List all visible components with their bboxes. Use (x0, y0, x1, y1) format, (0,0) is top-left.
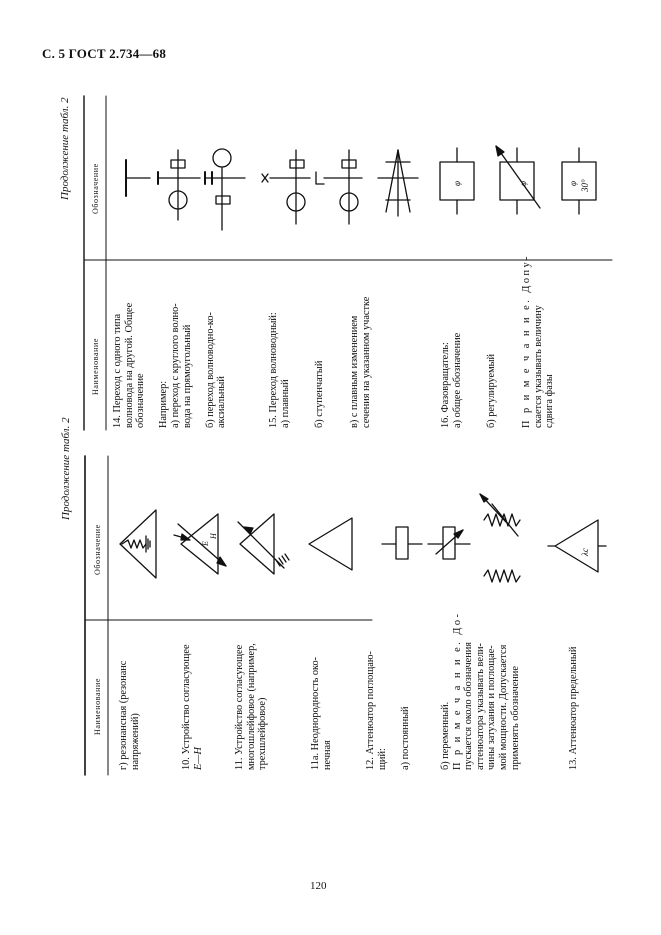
line: 13. Аттенюатор предельный (568, 646, 579, 770)
symbol-transition-stepped (316, 150, 362, 224)
line: Например: (158, 380, 170, 428)
left-row-resonant (118, 625, 141, 770)
line: 10. Устройство согласующее (181, 644, 192, 770)
eh-label-h: H (209, 533, 218, 539)
symbol-transition-smooth (262, 150, 310, 224)
line: 11а. Неоднородность око- (310, 656, 321, 770)
line: а) переход с круглого волно- (169, 303, 181, 428)
symbol-transition-general (126, 160, 150, 196)
line: сечения на указанном участке (360, 296, 372, 428)
line: вода на прямоугольный (181, 324, 193, 428)
line: пускается около обозначения (463, 641, 475, 770)
line: щий: (376, 748, 388, 770)
left-row-eh (181, 625, 204, 770)
right-row-waveguide (268, 268, 372, 428)
right-col-symbol: Обозначение (91, 163, 100, 214)
line: 11. Устройство согласующее (234, 644, 245, 770)
right-continuation: Продолжение табл. 2 (59, 97, 71, 200)
right-row-transition (112, 268, 228, 428)
right-col-name: Наименование (91, 337, 100, 395)
symbol-inhomogeneity (309, 518, 352, 570)
line: 14. Переход с одного типа (112, 313, 123, 428)
phi-a: φ (452, 181, 462, 186)
line: П р и м е ч а н и е. До- (451, 611, 463, 770)
phi-c: φ (568, 181, 578, 186)
line: чины затухания и поглощае- (486, 645, 498, 770)
page-number: 120 (310, 880, 327, 892)
line: волновода на другой. Общее (123, 302, 135, 428)
symbol-zigzag-variable (480, 494, 520, 536)
left-row-inhomogeneity (310, 625, 333, 770)
line: напряжений) (129, 713, 141, 770)
left-row-multistub (234, 625, 269, 770)
left-col-name: Наименование (93, 677, 102, 735)
line: применять обозначение (509, 666, 521, 770)
line: в) с плавным изменением (349, 315, 361, 428)
line: б) переменный. (440, 701, 451, 770)
phi-b: φ (518, 181, 528, 186)
symbol-phase-shifter-adjustable (496, 146, 540, 214)
line (147, 268, 159, 428)
line: сдвига фазы (544, 374, 556, 428)
line: обозначение (135, 373, 147, 428)
line: многошлейфовое (например, (245, 643, 257, 770)
line: б) переход волноводно-ко- (204, 312, 216, 428)
line: а) плавный (279, 379, 291, 428)
symbol-attenuator-fixed (382, 527, 422, 559)
line: аксиальный (216, 376, 228, 428)
symbol-attenuator-cutoff (548, 520, 606, 572)
line: а) общее обозначение (451, 332, 463, 428)
left-continuation: Продолжение табл. 2 (60, 417, 72, 520)
line: 12. Аттенюатор поглощаю- (365, 651, 376, 770)
line: мой мощности. Допускается (497, 644, 509, 770)
left-row-cutoff (568, 625, 580, 770)
page-header: С. 5 ГОСТ 2.734—68 (42, 46, 167, 61)
line: б) регулируемый (486, 353, 498, 428)
symbol-transition-graded (378, 150, 418, 216)
symbol-resonant (120, 510, 156, 578)
symbol-attenuator-variable (428, 527, 470, 559)
phase-value: 30° (580, 179, 590, 192)
line: б) ступенчатый (314, 360, 326, 428)
symbol-transition-coax (205, 149, 245, 230)
symbol-multistub (238, 514, 289, 574)
left-col-symbol: Обозначение (93, 524, 102, 575)
left-row-attenuator (365, 625, 411, 770)
line: а) постоянный (399, 706, 411, 770)
left-row-variable (440, 611, 521, 770)
line: трехшлейфовое) (257, 697, 269, 770)
line: г) резонансная (резонанс (118, 660, 129, 770)
line: 15. Переход волноводный: (268, 312, 279, 428)
line: E—H (192, 747, 204, 770)
eh-label-e: E (201, 541, 210, 546)
line: 16. Фазовращатель: (440, 342, 451, 428)
right-row-phase (440, 253, 556, 428)
line: П р и м е ч а н и е. Допу- (521, 253, 533, 428)
cutoff-label: λc (580, 548, 590, 556)
symbol-transition-circ-rect (158, 150, 200, 220)
line: аттенюатора указывать вели- (474, 643, 486, 770)
symbol-zigzag-fixed (484, 570, 520, 582)
line (193, 268, 205, 428)
line: нечная (321, 740, 333, 770)
line: скается указывать величину (532, 305, 544, 428)
